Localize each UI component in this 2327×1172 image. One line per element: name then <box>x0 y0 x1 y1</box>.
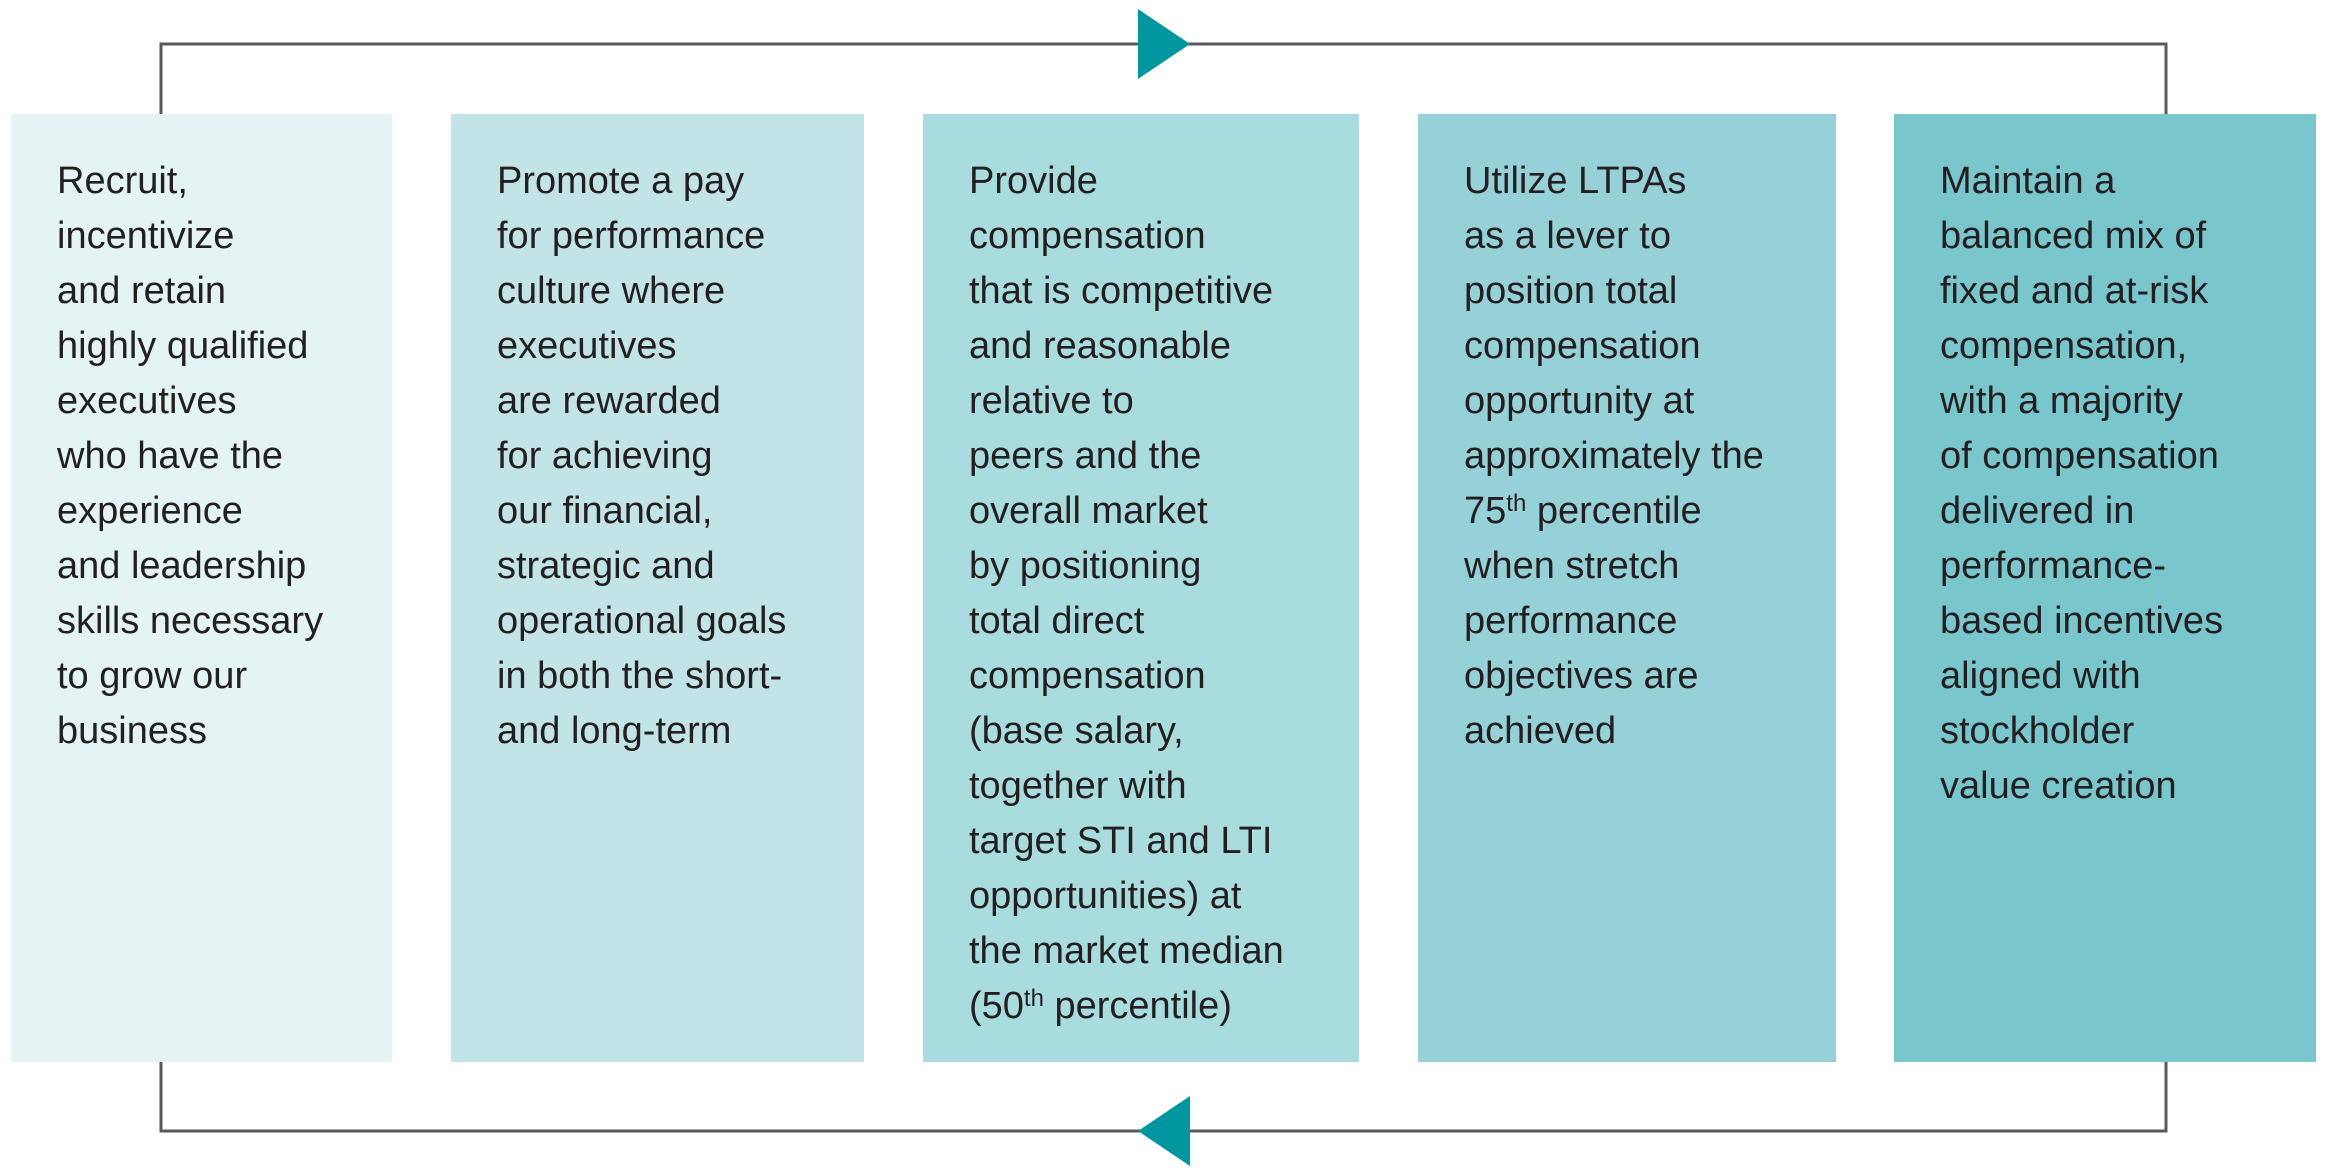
objective-panel-3 <box>923 114 1359 1062</box>
panel-2-text: Promote a pay for performance culture where executives are rewarded for achieving our financial, strategic and operational goals in both the short- and long-term <box>497 160 787 752</box>
objective-panel-2 <box>451 114 864 1062</box>
panel-3-text-main: Provide compensation that is competitive and reasonable relative to peers and the overall market by positioning total direct compensation (base salary, together with target STI and LTI opportunities) at the market median (50 <box>969 160 1284 1027</box>
panel-3-ordinal-suffix: th <box>1023 985 1044 1012</box>
objective-panel-1 <box>11 114 392 1062</box>
panel-4-text-main: Utilize LTPAs as a lever to position total compensation opportunity at approximately the 75 <box>1464 160 1764 532</box>
panel-4-text-end: percentile when stretch performance objectives are achieved <box>1464 490 1702 752</box>
panel-1-text: Recruit, incentivize and retain highly qualified executives who have the experience and leadership skills necessary to grow our business <box>57 160 324 752</box>
triangle-left-icon <box>1138 1096 1190 1166</box>
panel-4-ordinal-suffix: th <box>1506 490 1527 517</box>
panel-5-text: Maintain a balanced mix of fixed and at-risk compensation, with a majority of compensation delivered in performance- based incentives aligned with stockholder value creation <box>1940 160 2224 807</box>
panel-3-text-end: percentile) <box>1043 985 1232 1027</box>
panel-3-text <box>969 154 1359 1034</box>
panel-4-text <box>1464 154 1836 759</box>
triangle-right-icon <box>1138 9 1190 79</box>
objective-panel-4 <box>1418 114 1836 1062</box>
objective-panel-5 <box>1894 114 2316 1062</box>
